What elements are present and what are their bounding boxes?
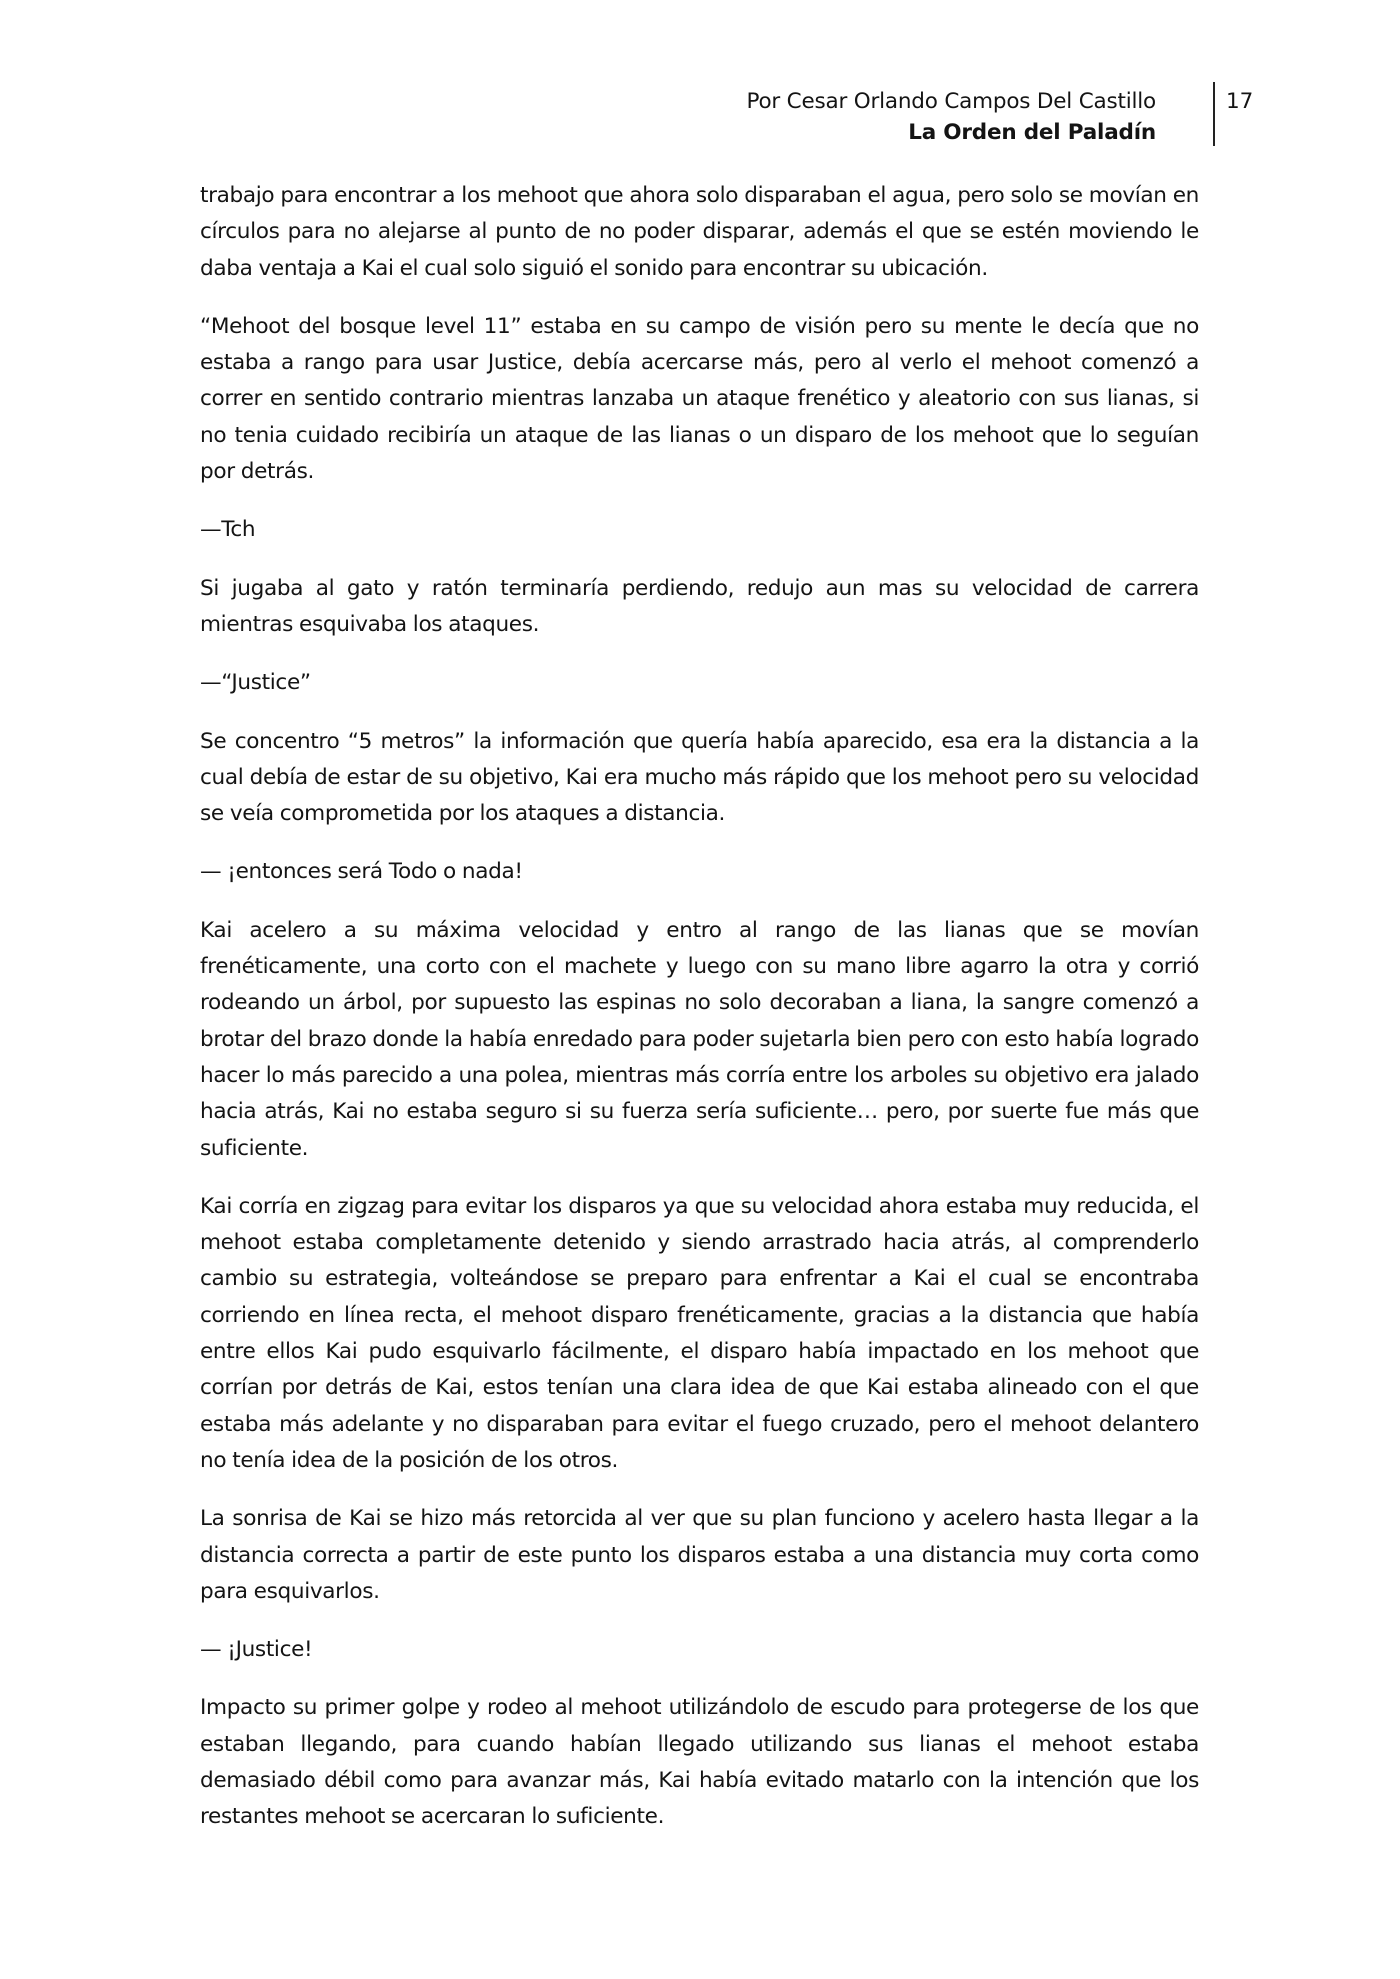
- dialogue-line: —“Justice”: [200, 670, 311, 696]
- body-text: [200, 178, 1199, 1858]
- paragraph: trabajo para encontrar a los mehoot que ahora solo disparaban el agua, pero solo se movían en círculos para no alejarse al punto de no poder disparar, además el que se estén moviendo le daba ventaja a Kai el cual solo siguió el sonido para encontrar su ubicación.: [200, 183, 1199, 281]
- page-header: [746, 86, 1156, 148]
- paragraph: Si jugaba al gato y ratón terminaría perdiendo, redujo aun mas su velocidad de carrera mientras esquivaba los ataques.: [200, 575, 1199, 637]
- header-divider: [1213, 82, 1215, 146]
- page-number: 17: [1226, 89, 1254, 114]
- dialogue-line: — ¡Justice!: [200, 1637, 313, 1663]
- paragraph: Impacto su primer golpe y rodeo al mehoot utilizándolo de escudo para protegerse de los que estaban llegando, para cuando habían llegado utilizando sus lianas el mehoot estaba demasiado débil como para avanzar más, Kai había evitado matarlo con la intención que los restantes mehoot se acercaran lo suficiente.: [200, 1695, 1199, 1830]
- header-book-title: La Orden del Paladín: [908, 120, 1156, 145]
- paragraph: Se concentro “5 metros” la información que quería había aparecido, esa era la distancia a la cual debía de estar de su objetivo, Kai era mucho más rápido que los mehoot pero su velocidad se veía comprometida por los ataques a distancia.: [200, 728, 1199, 827]
- header-author: Por Cesar Orlando Campos Del Castillo: [746, 89, 1156, 114]
- paragraph: La sonrisa de Kai se hizo más retorcida al ver que su plan funciono y acelero hasta llegar a la distancia correcta a partir de este punto los disparos estaba a una distancia muy corta como para esquivarlos.: [200, 1506, 1199, 1604]
- dialogue-line: —Tch: [200, 517, 256, 543]
- dialogue-line: — ¡entonces será Todo o nada!: [200, 859, 523, 885]
- paragraph: Kai corría en zigzag para evitar los disparos ya que su velocidad ahora estaba muy reducida, el mehoot estaba completamente detenido y siendo arrastrado hacia atrás, al comprenderlo cambio su estrategia, volteándose se preparo para enfrentar a Kai el cual se encontraba corriendo en línea recta, el mehoot disparo frenéticamente, gracias a la distancia que había entre ellos Kai pudo esquivarlo fácilmente, el disparo había impactado en los mehoot que corrían por detrás de Kai, estos tenían una clara idea de que Kai estaba alineado con el que estaba más adelante y no disparaban para evitar el fuego cruzado, pero el mehoot delantero no tenía idea de la posición de los otros.: [200, 1193, 1199, 1473]
- paragraph: “Mehoot del bosque level 11” estaba en su campo de visión pero su mente le decía que no estaba a rango para usar Justice, debía acercarse más, pero al verlo el mehoot comenzó a correr en sentido contrario mientras lanzaba un ataque frenético y aleatorio con sus lianas, si no tenia cuidado recibiría un ataque de las lianas o un disparo de los mehoot que lo seguían por detrás.: [200, 313, 1199, 485]
- paragraph: Kai acelero a su máxima velocidad y entro al rango de las lianas que se movían frenéticamente, una corto con el machete y luego con su mano libre agarro la otra y corrió rodeando un árbol, por supuesto las espinas no solo decoraban a liana, la sangre comenzó a brotar del brazo donde la había enredado para poder sujetarla bien pero con esto había logrado hacer lo más parecido a una polea, mientras más corría entre los arboles su objetivo era jalado hacia atrás, Kai no estaba seguro si su fuerza sería suficiente… pero, por suerte fue más que suficiente.: [200, 917, 1199, 1161]
